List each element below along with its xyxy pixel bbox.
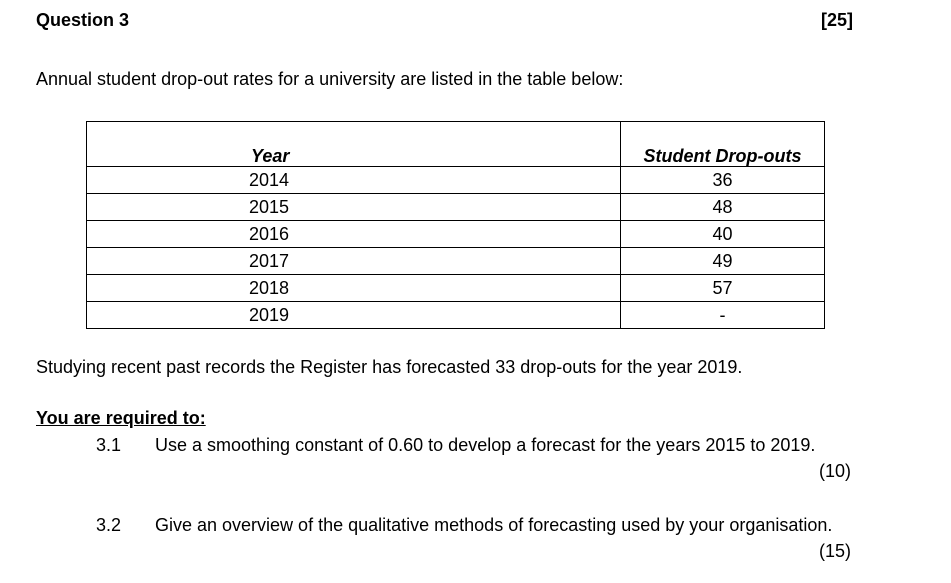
cell-year: 2016: [87, 221, 621, 248]
table-row: [87, 167, 825, 194]
cell-dropouts: 57: [621, 275, 825, 302]
total-marks: [25]: [820, 10, 853, 30]
cell-year: 2015: [87, 194, 621, 221]
cell-dropouts: -: [621, 302, 825, 329]
cell-year: 2019: [87, 302, 621, 329]
cell-dropouts: 48: [621, 194, 825, 221]
table-row: [87, 248, 825, 275]
item-marks: (15): [818, 541, 851, 561]
item-number: 3.2: [96, 515, 122, 535]
requirements-heading: You are required to:: [36, 408, 206, 428]
table-row: [87, 302, 825, 329]
table-row: [87, 275, 825, 302]
question-title: Question 3: [36, 10, 130, 30]
item-marks: (10): [818, 461, 851, 481]
item-text: Give an overview of the qualitative methods of forecasting used by your organisation.: [155, 515, 833, 535]
intro-text: Annual student drop-out rates for a university are listed in the table below:: [36, 69, 624, 89]
table-row: [87, 194, 825, 221]
header-year: Year: [87, 122, 621, 167]
item-text: Use a smoothing constant of 0.60 to develop a forecast for the years 2015 to 2019.: [155, 435, 816, 455]
table-header-row: [87, 122, 825, 167]
cell-dropouts: 40: [621, 221, 825, 248]
table-row: [87, 221, 825, 248]
cell-dropouts: 36: [621, 167, 825, 194]
cell-year: 2014: [87, 167, 621, 194]
forecast-note: Studying recent past records the Register has forecasted 33 drop-outs for the year 2019.: [36, 357, 743, 377]
header-dropouts: Student Drop-outs: [621, 122, 825, 167]
cell-year: 2017: [87, 248, 621, 275]
cell-year: 2018: [87, 275, 621, 302]
dropout-table: [86, 121, 825, 329]
item-number: 3.1: [96, 435, 122, 455]
cell-dropouts: 49: [621, 248, 825, 275]
